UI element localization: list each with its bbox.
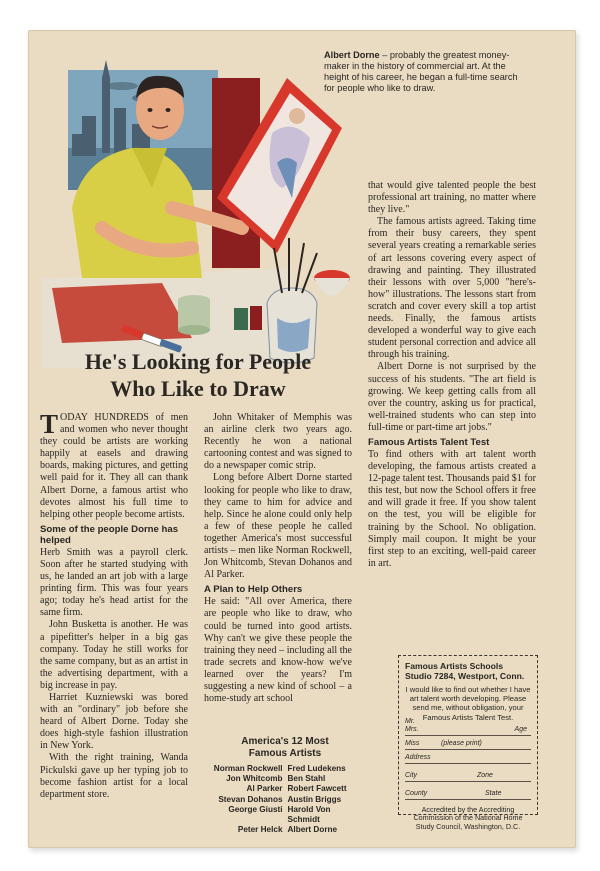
paragraph: Long before Albert Dorne started looking for people who like to draw, they came to him for advice and help. Since he alone could only help a few of these people he called together America's most successful artists – men like Norman Rockwell, Jon Whitcomb, Stevan Dohanos and Al Parker. [204,472,352,581]
subheading-plan: A Plan to Help Others [204,584,303,596]
paragraph: Albert Dorne is not surprised by the success of his students. "The art field is growing. We keep getting calls from all over the country, asking us for practical, well-trained students who can step into full-time or part-time art jobs." [368,361,536,433]
artist-name: Albert Dorne [287,825,338,835]
artist-name: Stevan Dohanos [218,794,283,804]
name-field-2[interactable] [405,738,531,750]
paragraph: He said: "All over America, there are people who like to draw, who could be turned into good artists. Why can't we give these people the training they need – including all the trade secrets and know-how we've learned over the years? I'm suggesting a new kind of school – a home-study art school [204,596,352,705]
artist-name: Ben Stahl [287,774,326,784]
paragraph: Harriet Kuzniewski was bored with an "ordinary" job before she heard of Albert Dorne. Today she does high-style fashion illustration in New York. [40,691,188,752]
artist-name: Al Parker [246,784,283,794]
age-label: Age [514,725,527,733]
article-column-2 [204,412,352,705]
illustration-artist-at-easel [42,38,352,368]
famous-artists-title [210,736,360,760]
artist-name: George Giusti [228,804,283,814]
paragraph: Herb Smith was a payroll clerk. Soon after he started studying with us, he landed an art job with a large printing firm. This was four years ago; today he's head artist for the same firm. [40,546,188,619]
headline-line-1: He's Looking for People [84,349,312,374]
article-column-1 [40,409,188,801]
article-column-3 [368,180,536,570]
coupon-studio: Studio 7284, Westport, Conn. [405,671,525,681]
intro-paragraph [40,409,188,521]
headline [38,348,358,402]
please-print-label: (please print) [441,739,482,747]
city-zone-field[interactable] [405,770,531,782]
coupon-body: I would like to find out whether I have art talent worth developing. Please send me, without obligation, your Famous Artists Talent Test. [405,685,531,722]
county-label: County [405,789,428,797]
mr-label: Mr. [405,717,415,725]
accreditation-note: Accredited by the Accrediting Commission of the National Home Study Council, Washington, D.C. [413,804,523,831]
miss-label: Miss [405,739,420,747]
intro-text: of men and women who never thought they could be artists are working happily at easels and drawing boards, making pictures, and getting well paid for it. They all can thank Albert Dorne, a famous artist who devotes almost his full time to helping other people become artists. [40,412,188,520]
artist-name: Austin Briggs [287,794,342,804]
artist-name: Peter Helck [237,825,283,835]
address-label: Address [405,753,431,761]
headline-line-2: Who Like to Draw [110,376,286,401]
coupon-school: Famous Artists Schools [405,661,504,671]
artist-name: Norman Rockwell [213,764,283,773]
caption-name: Albert Dorne [324,50,380,60]
paragraph: John Whitaker of Memphis was an airline clerk two years ago. Recently he won a national cartooning contest and was signed to do a newspaper comic strip. [204,412,352,472]
name-field[interactable] [405,717,531,736]
famous-artists-list [210,736,360,835]
zone-label: Zone [477,771,493,779]
paragraph: To find others with art talent worth developing, the famous artists created a 12-page talent test. Thousands paid $1 for this test, but now the School offers it free and will grade it free. If you show talent on the test, you will be eligible for training by the School. No obligation. Simply mail coupon. It might be your first step to an exciting, well-paid career in art. [368,448,536,569]
intro-smallcaps: ODAY HUNDREDS [60,412,149,423]
title-line-2: Famous Artists [248,748,322,759]
artist-name: Fred Ludekens [287,764,346,773]
paragraph: With the right training, Wanda Pickulski gave up her typing job to become fashion artist for a local department store. [40,752,188,800]
artists-grid [210,764,360,835]
address-field[interactable] [405,752,531,764]
city-label: City [405,771,418,779]
paragraph: John Busketta is another. He was a pipefitter's helper in a big gas company. Today he still works for the same company, but as an artist in the advertising department, with a big increase in pay. [40,619,188,691]
subheading-talent-test: Famous Artists Talent Test [368,436,490,448]
county-state-field[interactable] [405,788,531,800]
artist-name: Jon Whitcomb [226,774,283,784]
artist-name: Harold Von Schmidt [287,804,331,825]
caption-text: – probably the greatest money-maker in the history of commercial art. At the height of his career, he began a full-time search for people who like to draw. [324,50,518,93]
paragraph: The famous artists agreed. Taking time from their busy careers, they spent several years creating a remarkable series of art lessons covering every aspect of drawing and painting. They illustrated their lessons with over 5,000 "here's-how" illustrations. The lessons start from scratch and cover every skill a top artist needs. Finally, the famous artists developed a wonderful way to give each student personal correction and advice all through his training. [368,216,536,361]
subheading-people-helped: Some of the people Dorne has helped [40,523,179,546]
title-line-1: America's 12 Most [241,736,329,747]
state-label: State [485,789,502,797]
illustration-caption [324,50,524,94]
artist-name: Robert Fawcett [287,784,347,794]
drop-cap: T [40,409,59,439]
mrs-label: Mrs. [405,725,419,733]
paragraph: that would give talented people the best professional art training, no matter where they live." [368,180,536,216]
mail-coupon[interactable] [398,655,538,831]
